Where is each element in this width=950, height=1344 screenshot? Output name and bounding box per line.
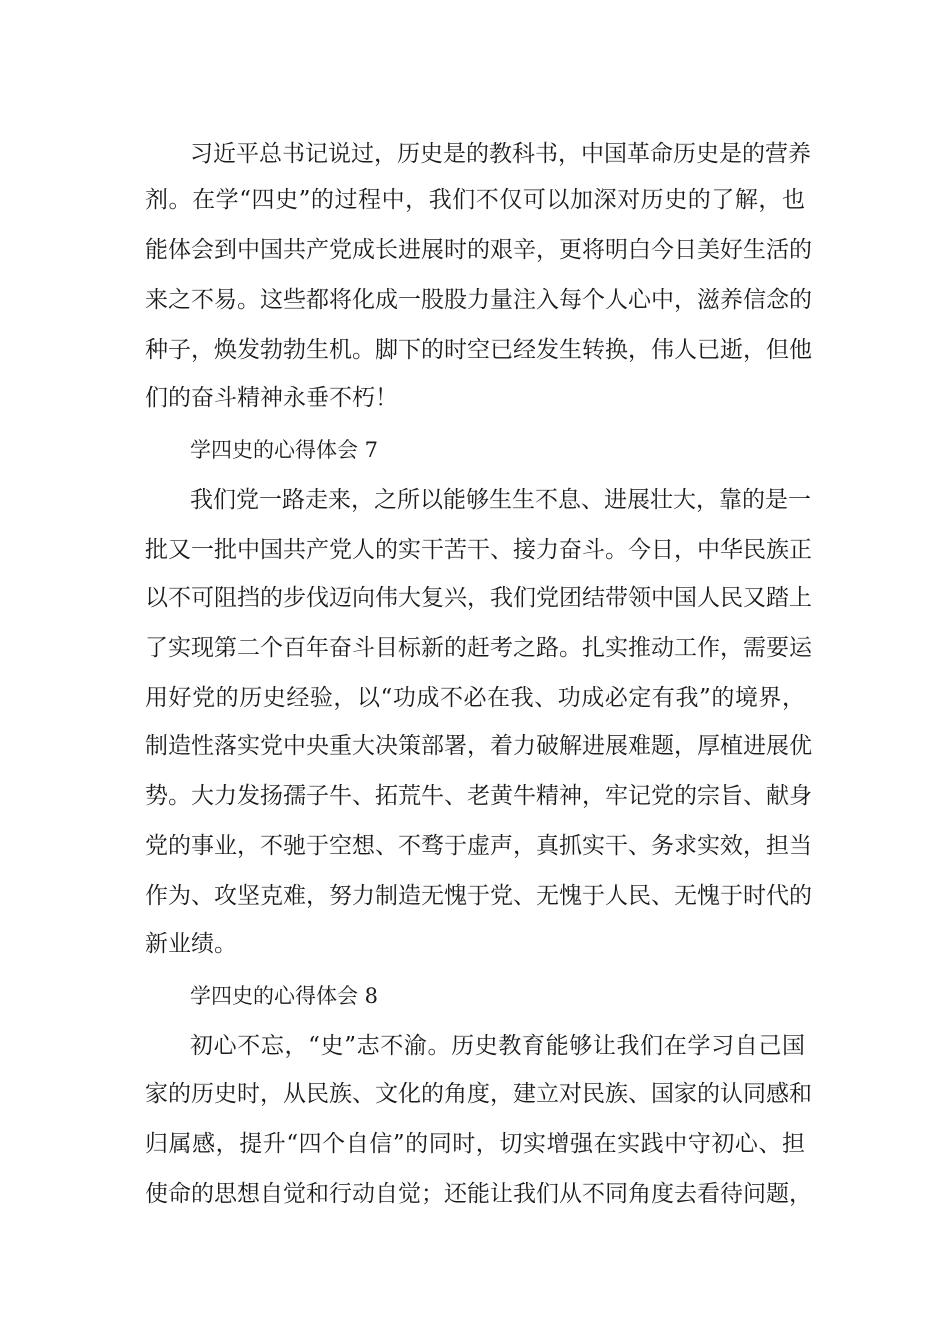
paragraph-line: 归属感，提升“四个自信”的同时，切实增强在实践中守初心、担 bbox=[145, 1131, 805, 1157]
section-heading: 学四史的心得体会 8 bbox=[190, 984, 379, 1008]
paragraph-line: 家的历史时，从民族、文化的角度，建立对民族、国家的认同感和 bbox=[145, 1081, 812, 1107]
paragraph-line: 剂。在学“四史”的过程中，我们不仅可以加深对历史的了解，也 bbox=[145, 187, 805, 213]
paragraph-line: 制造性落实党中央重大决策部署，着力破解进展难题，厚植进展优 bbox=[145, 733, 812, 759]
paragraph-line: 党的事业，不驰于空想、不骛于虚声，真抓实干、务求实效，担当 bbox=[145, 833, 812, 859]
paragraph-line: 能体会到中国共产党成长进展时的艰辛，更将明白今日美好生活的 bbox=[145, 237, 812, 263]
section-heading: 学四史的心得体会 7 bbox=[190, 438, 379, 462]
paragraph-line: 以不可阻挡的步伐迈向伟大复兴，我们党团结带领中国人民又踏上 bbox=[145, 585, 812, 611]
paragraph-line: 使命的思想自觉和行动自觉；还能让我们从不同角度去看待问题， bbox=[145, 1181, 812, 1207]
paragraph-line: 来之不易。这些都将化成一股股力量注入每个人心中，滋养信念的 bbox=[145, 287, 812, 313]
paragraph-line: 用好党的历史经验，以“功成不必在我、功成必定有我”的境界， bbox=[145, 685, 805, 711]
paragraph-line: 了实现第二个百年奋斗目标新的赶考之路。扎实推动工作，需要运 bbox=[145, 635, 812, 661]
paragraph-line: 作为、攻坚克难，努力制造无愧于党、无愧于人民、无愧于时代的 bbox=[145, 883, 812, 909]
paragraph-line: 种子，焕发勃勃生机。脚下的时空已经发生转换，伟人已逝，但他 bbox=[145, 337, 812, 363]
paragraph-line: 们的奋斗精神永垂不朽！ bbox=[145, 385, 398, 411]
paragraph-line: 习近平总书记说过，历史是的教科书，中国革命历史是的营养 bbox=[190, 141, 811, 167]
paragraph-line: 新业绩。 bbox=[145, 931, 237, 957]
paragraph-line: 初心不忘，“史”志不渝。历史教育能够让我们在学习自己国 bbox=[190, 1033, 805, 1059]
paragraph-line: 批又一批中国共产党人的实干苦干、接力奋斗。今日，中华民族正 bbox=[145, 537, 812, 563]
paragraph-line: 势。大力发扬孺子牛、拓荒牛、老黄牛精神，牢记党的宗旨、献身 bbox=[145, 783, 812, 809]
paragraph-line: 我们党一路走来，之所以能够生生不息、进展壮大，靠的是一 bbox=[190, 487, 811, 513]
